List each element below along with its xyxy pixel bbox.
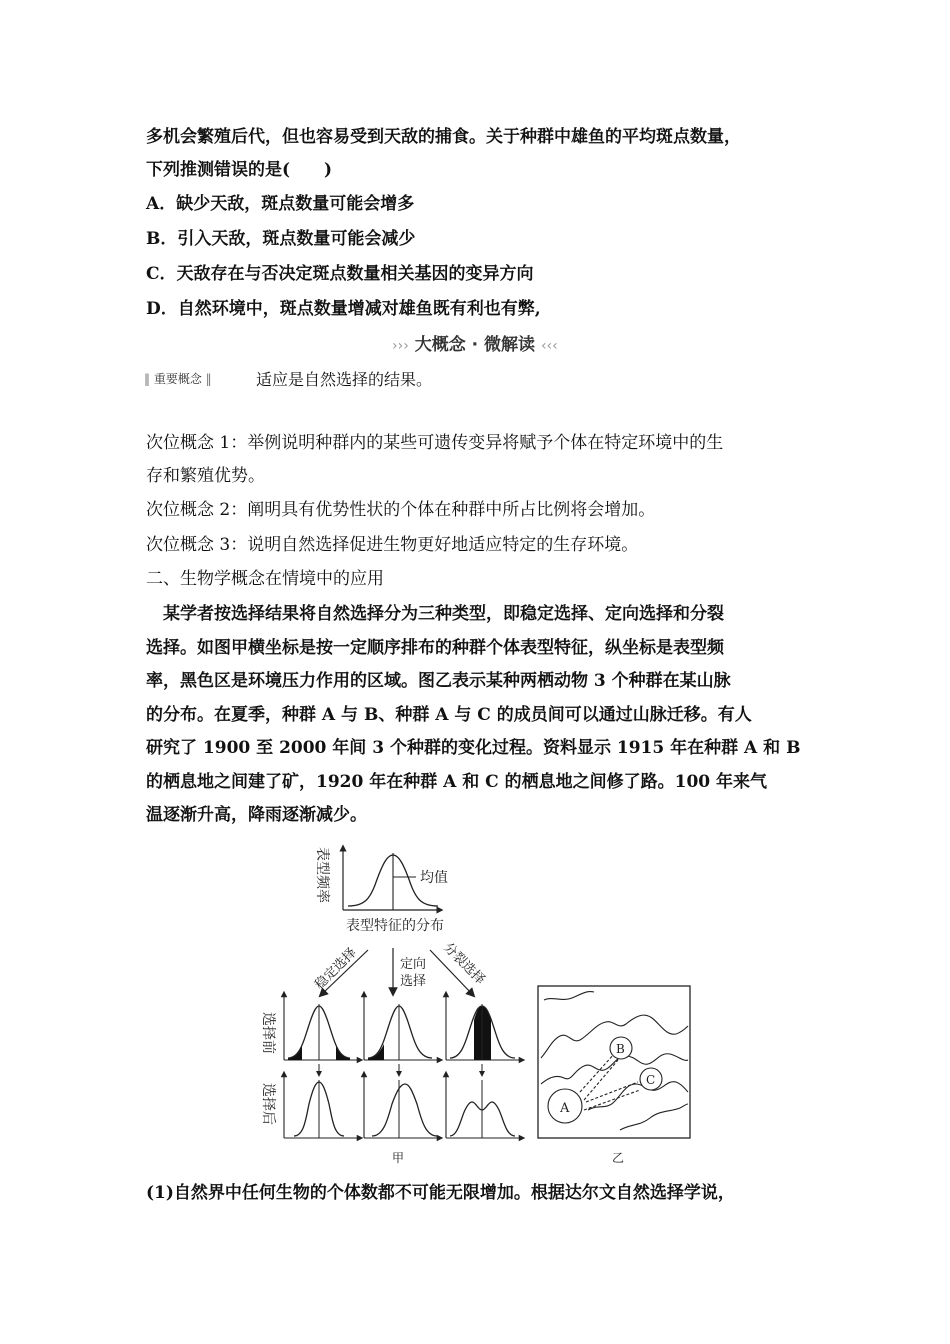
right-chevron-icon: ‹‹‹ (540, 338, 558, 354)
paragraph-line: 率，黑色区是环境压力作用的区域。图乙表示某种两栖动物 3 个种群在某山脉 (146, 671, 731, 691)
final-question-line: (1)自然界中任何生物的个体数都不可能无限增加。根据达尔文自然选择学说， (146, 1183, 735, 1203)
subconcept-line-4: 次位概念 3：说明自然选择促进生物更好地适应特定的生存环境。 (146, 535, 639, 555)
top-xlabel: 表型特征的分布 (346, 918, 444, 934)
section-title: 二、生物学概念在情境中的应用 (146, 569, 384, 589)
type-stabilizing: 稳定选择 (312, 945, 360, 993)
caption-jia: 甲 (392, 1151, 405, 1165)
question-text-line-1: 多机会繁殖后代，但也容易受到天敌的捕食。关于种群中雄鱼的平均斑点数量， (146, 127, 741, 147)
paragraph-line: 温逐渐升高，降雨逐渐减少。 (146, 805, 367, 825)
panel-disruptive-before (446, 994, 522, 1060)
banner-title: 大概念 · 微解读 (414, 335, 536, 355)
panel-disruptive-after (446, 1074, 522, 1138)
option-d: D．自然环境中，斑点数量增减对雄鱼既有利也有弊, (146, 299, 541, 319)
row-after-label: 选择后 (260, 1083, 276, 1125)
caption-yi: 乙 (612, 1151, 625, 1165)
left-chevron-icon: ››› (392, 338, 409, 354)
mean-label: 均值 (420, 870, 448, 886)
type-disruptive: 分裂选择 (440, 940, 488, 988)
top-ylabel: 表型频率 (314, 847, 330, 903)
concept-tag: ‖ 重要概念 ‖ (144, 372, 212, 386)
subconcept-line-1: 次位概念 1：举例说明种群内的某些可遗传变异将赋予个体在特定环境中的生 (146, 433, 724, 453)
panel-stabilizing-before (284, 994, 360, 1060)
option-b: B．引入天敌，斑点数量可能会减少 (146, 229, 416, 249)
paragraph-line: 选择。如图甲横坐标是按一定顺序排布的种群个体表型特征，纵坐标是表型频 (146, 638, 724, 658)
subconcept-line-3: 次位概念 2：阐明具有优势性状的个体在种群中所占比例将会增加。 (146, 500, 656, 520)
row-before-label: 选择前 (260, 1012, 276, 1054)
panel-directional-after (364, 1074, 440, 1138)
type-directional-1: 定向 (400, 957, 427, 972)
concept-tag-label: 重要概念 (153, 372, 202, 386)
population-b-label: B (616, 1042, 625, 1056)
option-c: C．天敌存在与否决定斑点数量相关基因的变异方向 (146, 264, 534, 284)
type-directional-2: 选择 (400, 974, 427, 989)
paragraph-line: 的栖息地之间建了矿，1920 年在种群 A 和 C 的栖息地之间修了路。100 年来气 (146, 772, 768, 792)
option-a: A．缺少天敌，斑点数量可能会增多 (146, 194, 415, 214)
concept-text: 适应是自然选择的结果。 (256, 370, 433, 389)
subconcept-line-2: 存和繁殖优势。 (146, 466, 265, 486)
panel-directional-before (364, 994, 440, 1060)
panel-stabilizing-after (284, 1074, 360, 1138)
question-text-line-2: 下列推测错误的是( ) (146, 160, 333, 180)
population-a-label: A (560, 1101, 570, 1116)
paragraph-line: 研究了 1900 至 2000 年间 3 个种群的变化过程。资料显示 1915 年在种群 A 和 B (146, 738, 801, 758)
paragraph-line: 的分布。在夏季，种群 A 与 B、种群 A 与 C 的成员间可以通过山脉迁移。有人 (146, 705, 752, 725)
paragraph-line: 某学者按选择结果将自然选择分为三种类型，即稳定选择、定向选择和分裂 (146, 604, 724, 624)
population-c-label: C (646, 1073, 656, 1087)
